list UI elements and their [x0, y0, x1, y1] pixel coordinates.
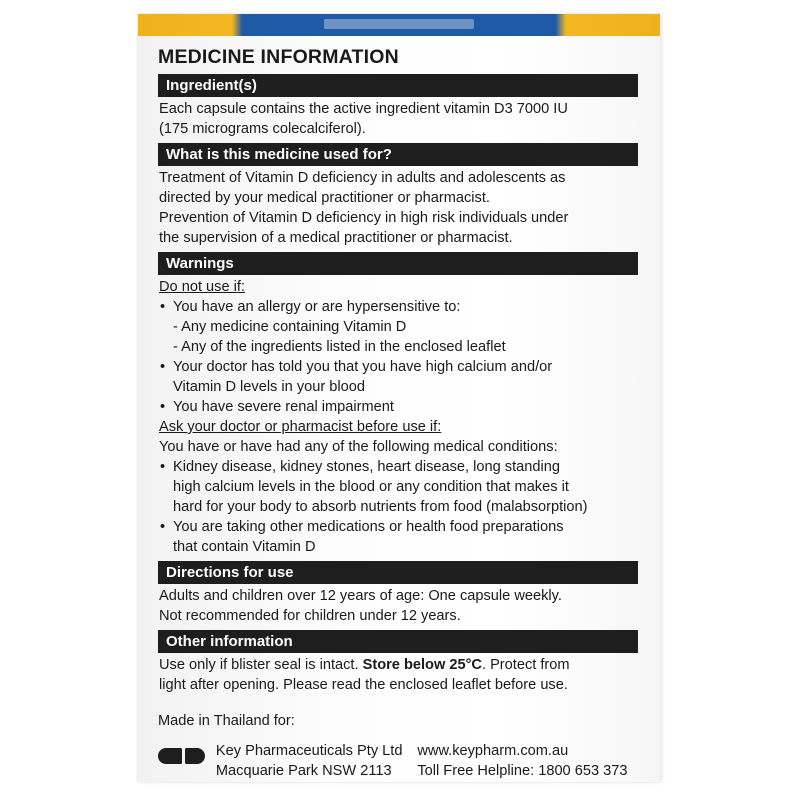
do-not-use-label: Do not use if: — [159, 279, 245, 295]
bullet-text: hard for your body to absorb nutrients from food (malabsorption) — [173, 499, 588, 515]
list-item — [159, 357, 638, 397]
conditions-intro: You have or have had any of the following medical conditions: — [159, 439, 558, 455]
uses-line: Treatment of Vitamin D deficiency in adults and adolescents as — [159, 170, 566, 186]
other-info-line: light after opening. Please read the enclosed leaflet before use. — [159, 677, 568, 693]
list-item — [159, 457, 638, 517]
bullet-text: You have an allergy or are hypersensitive to: — [173, 299, 461, 315]
ingredients-line: Each capsule contains the active ingredient vitamin D3 7000 IU — [159, 101, 568, 117]
other-text: . Protect from — [481, 657, 570, 673]
ingredients-text — [158, 97, 638, 143]
sub-item: - Any medicine containing Vitamin D — [173, 319, 407, 335]
company-website: www.keypharm.com.au — [417, 743, 569, 759]
ask-doctor-label: Ask your doctor or pharmacist before use if: — [159, 419, 442, 435]
manufacturer-footer — [158, 711, 638, 781]
key-pharmaceuticals-logo-icon — [158, 745, 208, 767]
bullet-text: You have severe renal impairment — [173, 399, 394, 415]
uses-heading: What is this medicine used for? — [158, 143, 638, 166]
company-details — [158, 741, 638, 781]
warnings-heading: Warnings — [158, 252, 638, 275]
box-top-color-band — [138, 14, 660, 36]
other-text: Use only if blister seal is intact. — [159, 657, 363, 673]
uses-line: the supervision of a medical practitioner or pharmacist. — [159, 230, 513, 246]
page-title: MEDICINE INFORMATION — [158, 46, 399, 68]
warnings-text — [158, 275, 638, 561]
bullet-text: Kidney disease, kidney stones, heart disease, long standing — [173, 459, 560, 475]
uses-line: Prevention of Vitamin D deficiency in high risk individuals under — [159, 210, 569, 226]
uses-text — [158, 166, 638, 252]
ingredients-heading: Ingredient(s) — [158, 74, 638, 97]
other-info-text — [158, 653, 638, 699]
company-address: Macquarie Park NSW 2113 — [215, 763, 392, 779]
do-not-use-list — [159, 297, 638, 417]
uses-line: directed by your medical practitioner or pharmacist. — [159, 190, 490, 206]
directions-line: Adults and children over 12 years of age: One capsule weekly. — [159, 588, 562, 604]
company-name: Key Pharmaceuticals Pty Ltd — [215, 743, 403, 759]
bullet-text: Your doctor has told you that you have high calcium and/or — [173, 359, 553, 375]
directions-heading: Directions for use — [158, 561, 638, 584]
directions-line: Not recommended for children under 12 years. — [159, 608, 461, 624]
list-item — [159, 397, 638, 417]
other-info-line — [159, 655, 638, 675]
ingredients-line: (175 micrograms colecalciferol). — [159, 121, 366, 137]
helpline-number: Toll Free Helpline: 1800 653 373 — [417, 763, 628, 779]
bullet-text: high calcium levels in the blood or any condition that makes it — [173, 479, 569, 495]
brand-mark-fragment — [324, 19, 474, 29]
conditions-list — [159, 457, 638, 557]
bullet-text: that contain Vitamin D — [173, 539, 316, 555]
list-item — [159, 297, 638, 357]
bullet-text: Vitamin D levels in your blood — [173, 379, 365, 395]
storage-temperature: Store below 25°C — [362, 657, 482, 673]
medicine-information-content — [158, 44, 638, 781]
medicine-box-panel — [138, 14, 660, 782]
sub-item: - Any of the ingredients listed in the enclosed leaflet — [173, 339, 506, 355]
list-item — [159, 517, 638, 557]
bullet-text: You are taking other medications or health food preparations — [173, 519, 564, 535]
other-info-heading: Other information — [158, 630, 638, 653]
made-in-text: Made in Thailand for: — [158, 713, 295, 729]
directions-text — [158, 584, 638, 630]
